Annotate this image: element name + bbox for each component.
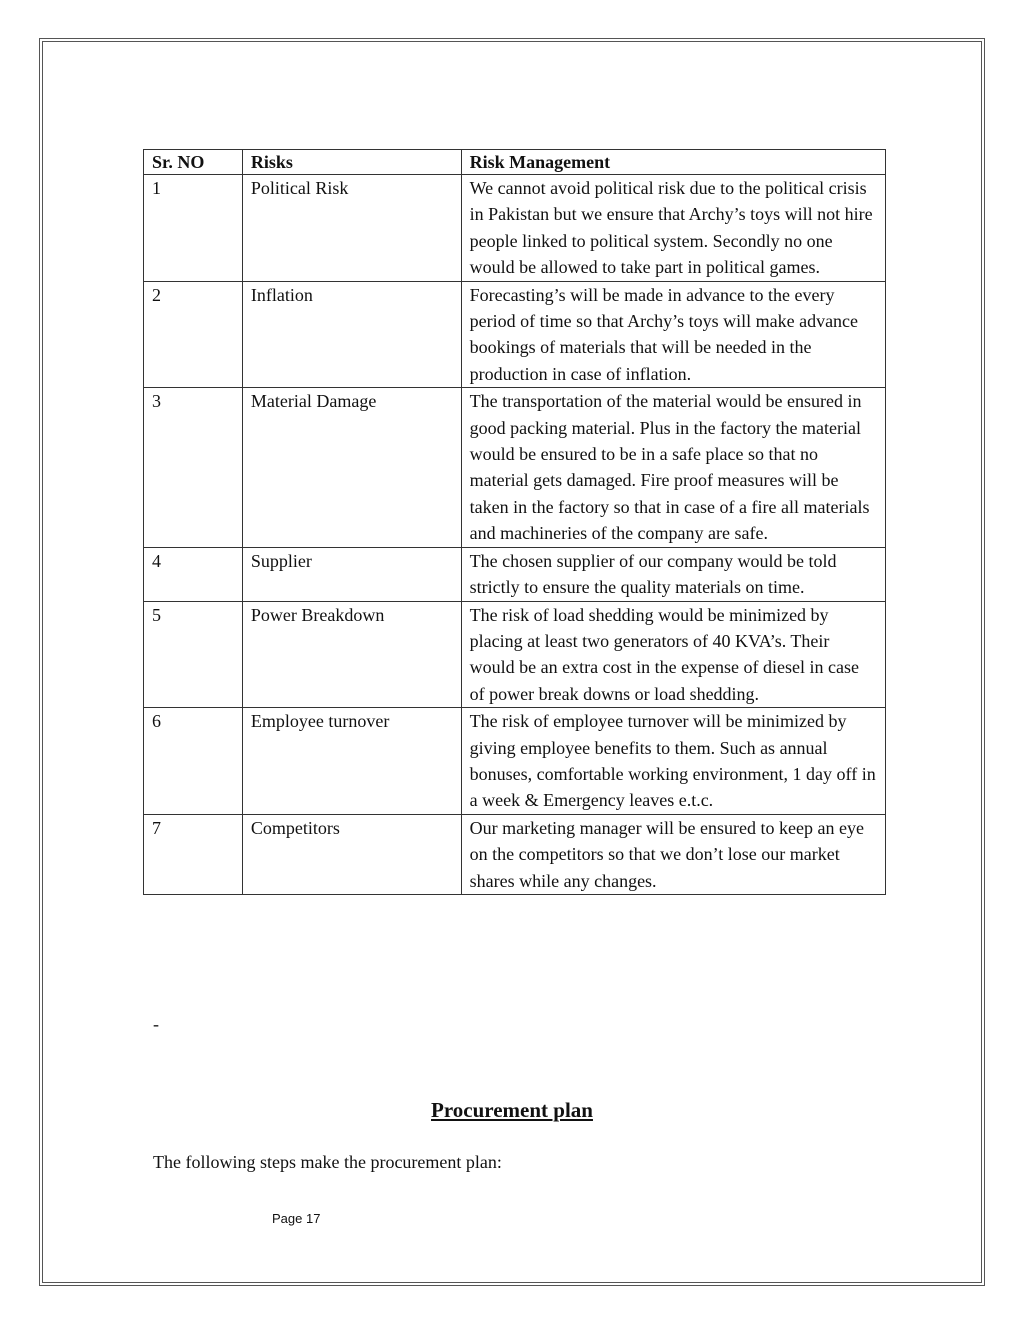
table-row <box>144 814 886 894</box>
table-row <box>144 601 886 708</box>
table-row <box>144 175 886 282</box>
cell-sr-no: 2 <box>144 281 243 388</box>
cell-sr-no: 4 <box>144 547 243 601</box>
table-row <box>144 547 886 601</box>
table-row <box>144 281 886 388</box>
cell-risk: Material Damage <box>242 388 461 547</box>
cell-risk-management: The risk of load shedding would be minimized by placing at least two generators of 40 KVA’s. Their would be an extra cost in the expense of diesel in case of power break downs or load shedding. <box>461 601 885 708</box>
header-risks: Risks <box>242 150 461 175</box>
table-row <box>144 708 886 815</box>
cell-risk-management: Forecasting’s will be made in advance to the every period of time so that Archy’s toys will make advance bookings of materials that will be needed in the production in case of inflation. <box>461 281 885 388</box>
cell-risk: Inflation <box>242 281 461 388</box>
page-number: Page 17 <box>272 1211 321 1226</box>
cell-risk: Competitors <box>242 814 461 894</box>
section-heading: Procurement plan <box>431 1098 593 1122</box>
cell-risk: Employee turnover <box>242 708 461 815</box>
cell-risk-management: The risk of employee turnover will be minimized by giving employee benefits to them. Such as annual bonuses, comfortable working environment, 1 day off in a week & Emergency leaves e.t.c. <box>461 708 885 815</box>
cell-risk-management: We cannot avoid political risk due to the political crisis in Pakistan but we ensure that Archy’s toys will not hire people linked to political system. Secondly no one would be allowed to take part in political games. <box>461 175 885 282</box>
cell-risk-management: The chosen supplier of our company would be told strictly to ensure the quality materials on time. <box>461 547 885 601</box>
cell-risk: Political Risk <box>242 175 461 282</box>
cell-risk: Power Breakdown <box>242 601 461 708</box>
risk-table <box>143 149 886 895</box>
cell-sr-no: 6 <box>144 708 243 815</box>
table-header-row <box>144 150 886 175</box>
dash-mark: - <box>153 1014 159 1034</box>
cell-sr-no: 5 <box>144 601 243 708</box>
cell-risk-management: Our marketing manager will be ensured to keep an eye on the competitors so that we don’t lose our market shares while any changes. <box>461 814 885 894</box>
cell-risk: Supplier <box>242 547 461 601</box>
cell-sr-no: 3 <box>144 388 243 547</box>
cell-sr-no: 1 <box>144 175 243 282</box>
cell-sr-no: 7 <box>144 814 243 894</box>
intro-paragraph: The following steps make the procurement plan: <box>153 1152 502 1172</box>
table-row <box>144 388 886 547</box>
header-risk-management: Risk Management <box>461 150 885 175</box>
header-sr-no: Sr. NO <box>144 150 243 175</box>
cell-risk-management: The transportation of the material would be ensured in good packing material. Plus in the factory the material would be ensured to be in a safe place so that no material gets damaged. Fire proof measures will be taken in the factory so that in case of a fire all materials and machineries of the company are safe. <box>461 388 885 547</box>
